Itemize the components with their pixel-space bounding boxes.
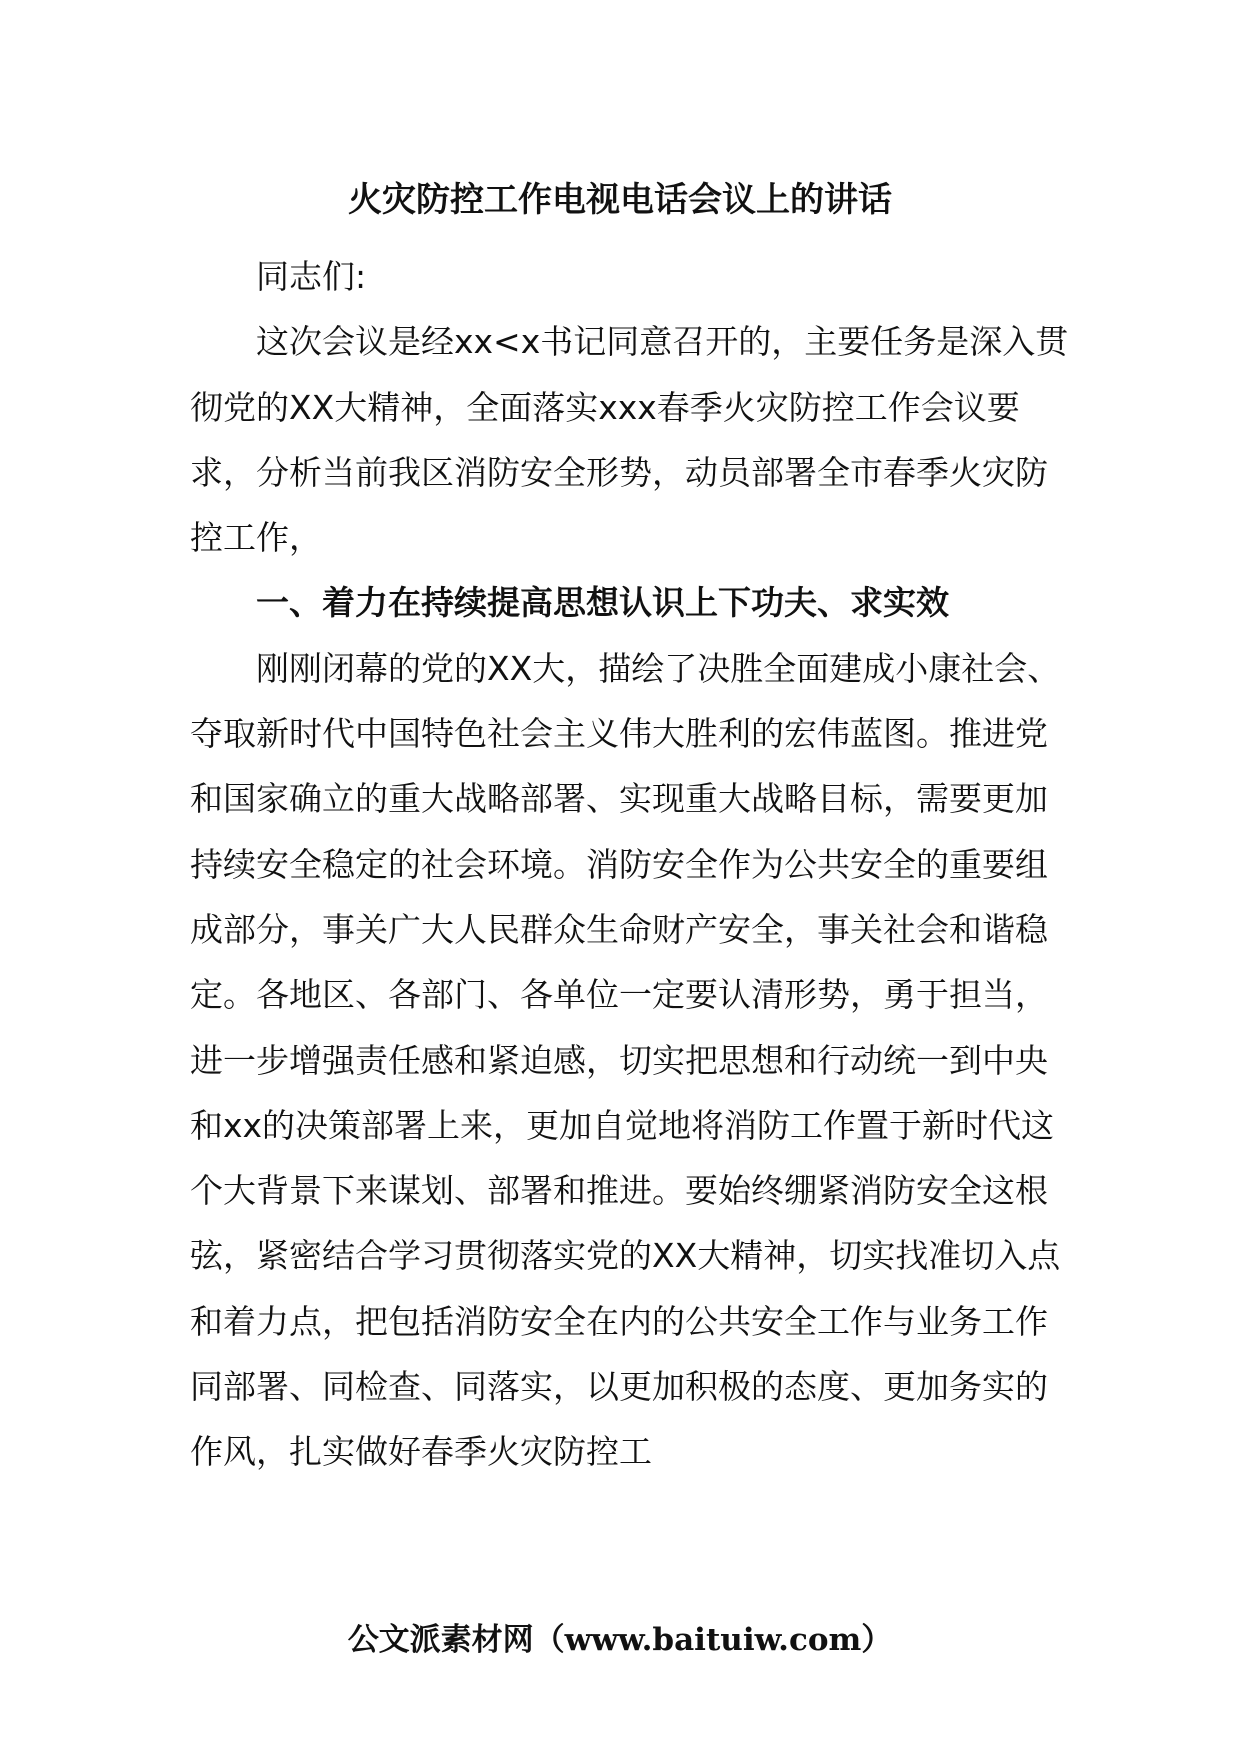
document-body bbox=[190, 244, 1070, 1485]
footer-watermark: 公文派素材网（www.baituiw.com） bbox=[347, 1622, 893, 1658]
salutation: 同志们: bbox=[256, 257, 367, 296]
intro-paragraph: 这次会议是经xx<x书记同意召开的，主要任务是深入贯彻党的XX大精神，全面落实xxx春季火灾防控工作会议要求，分析当前我区消防安全形势，动员部署全市春季火灾防控工作， bbox=[190, 322, 1069, 558]
section-heading: 一、着力在持续提高思想认识上下功夫、求实效 bbox=[256, 583, 949, 623]
document-title: 火灾防控工作电视电话会议上的讲话 bbox=[348, 180, 892, 220]
section-paragraph: 刚刚闭幕的党的XX大，描绘了决胜全面建成小康社会、夺取新时代中国特色社会主义伟大胜利的宏伟蓝图。推进党和国家确立的重大战略部署、实现重大战略目标，需要更加持续安全稳定的社会环境。消防安全作为公共安全的重要组成部分，事关广大人民群众生命财产安全，事关社会和谐稳定。各地区、各部门、各单位一定要认清形势，勇于担当，进一步增强责任感和紧迫感，切实把思想和行动统一到中央和xx的决策部署上来，更加自觉地将消防工作置于新时代这个大背景下来谋划、部署和推进。要始终绷紧消防安全这根弦，紧密结合学习贯彻落实党的XX大精神，切实找准切入点和着力点，把包括消防安全在内的公共安全工作与业务工作同部署、同检查、同落实，以更加积极的态度、更加务实的作风，扎实做好春季火灾防控工 bbox=[190, 648, 1061, 1472]
